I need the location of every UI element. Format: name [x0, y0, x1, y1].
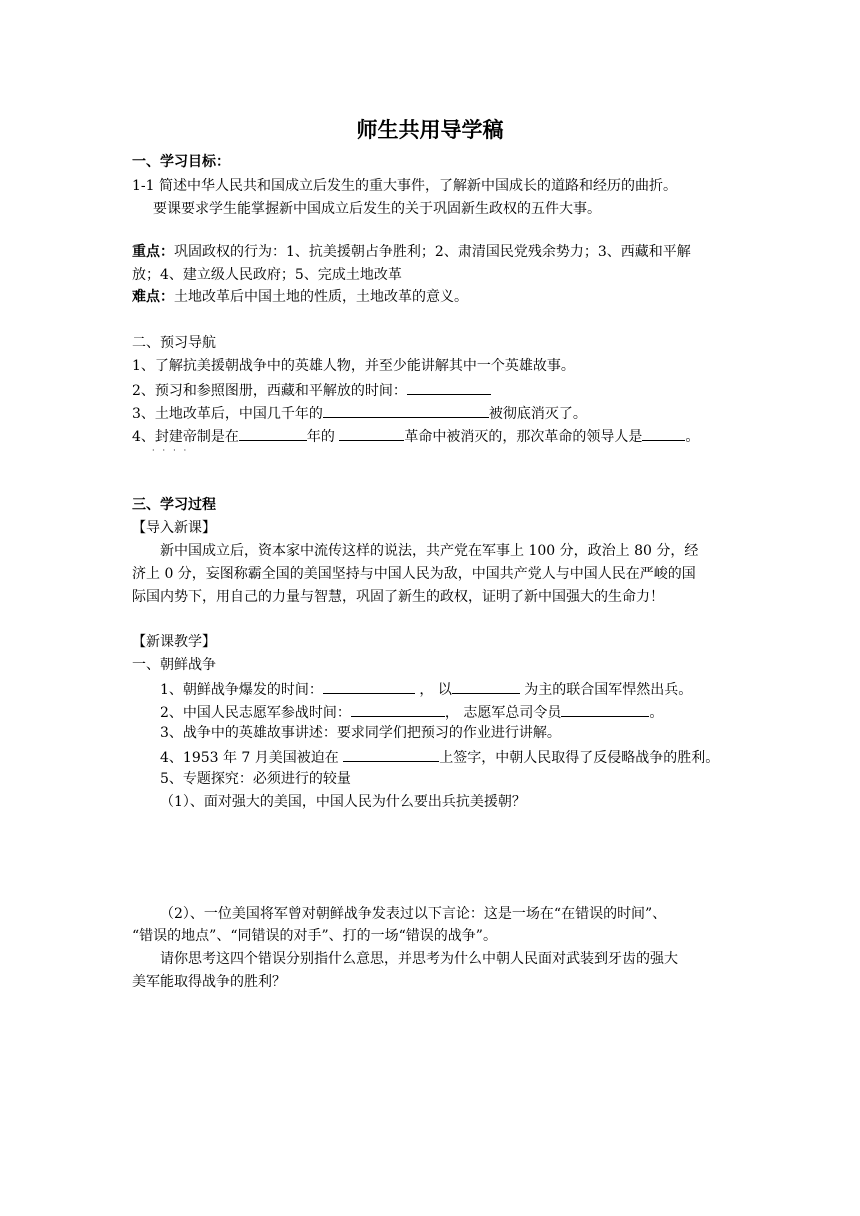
difficulty-line — [132, 287, 468, 307]
answer-blank[interactable] — [561, 701, 649, 717]
key-points-label: 重点： — [132, 244, 174, 260]
answer-blank[interactable] — [239, 425, 307, 441]
intro-heading: 【导入新课】 — [132, 520, 216, 536]
section-korean-war: 一、朝鲜战争 — [132, 657, 216, 673]
key-points-text: 巩固政权的行为：1、抗美援朝占争胜利；2、肃清国民党残余势力；3、西藏和平解 — [174, 244, 691, 260]
answer-blank[interactable] — [452, 678, 520, 694]
objectives-heading: 一、学习目标： — [132, 154, 230, 170]
preview-question-3-text-b: 被彻底消灭了。 — [488, 406, 587, 422]
preview-question-4-text-c: 革命中被消灭的，那次革命的领导人是 — [404, 429, 643, 445]
answer-blank[interactable] — [407, 379, 491, 395]
lesson-item-4 — [160, 746, 719, 768]
key-points-line-1 — [132, 242, 691, 262]
lesson-item-5: 5、专题探究：必须进行的较量 — [160, 771, 351, 787]
answer-blank[interactable] — [339, 425, 404, 441]
inquiry-question-2-line-2: “错误的地点”、“同错误的对手”、打的一场“错误的战争”。 — [132, 928, 497, 944]
answer-blank[interactable] — [351, 701, 445, 717]
preview-heading: 二、预习导航 — [132, 335, 216, 351]
lesson-item-2-text-c: 。 — [649, 705, 664, 721]
inquiry-question-1: （1）、面对强大的美国，中国人民为什么要出兵抗美援朝？ — [160, 794, 526, 810]
process-heading: 三、学习过程 — [132, 497, 216, 513]
inquiry-question-2-line-1: （2）、一位美国将军曾对朝鲜战争发表过以下言论：这是一场在“在错误的时间”、 — [160, 906, 667, 922]
lesson-item-2-text-b: ， 志愿军总司令员 — [444, 705, 562, 721]
preview-question-2-text: 2、预习和参照图册，西藏和平解放的时间： — [132, 383, 407, 399]
preview-question-3 — [132, 402, 587, 424]
objective-item-2: 要课要求学生能掌握新中国成立后发生的关于巩固新生政权的五件大事。 — [153, 201, 601, 217]
preview-question-4 — [132, 425, 699, 447]
preview-question-1: 1、了解抗美援朝战争中的英雄人物，并至少能讲解其中一个英雄故事。 — [132, 358, 575, 374]
lesson-item-1-text-c: 为主的联合国军悍然出兵。 — [519, 682, 693, 698]
lesson-item-1-text-a: 1、朝鲜战争爆发的时间： — [160, 682, 323, 698]
preview-question-3-text-a: 3、土地改革后，中国几千年的 — [132, 406, 323, 422]
answer-blank[interactable] — [343, 746, 439, 762]
lesson-item-4-text-a: 4、1953 年 7 月美国被迫在 — [160, 750, 344, 766]
emphasis-dots: ···· — [152, 446, 195, 455]
answer-blank[interactable] — [323, 678, 415, 694]
preview-question-4-text-d: 。 — [685, 429, 700, 445]
page-title: 师生共用导学稿 — [356, 118, 504, 142]
lesson-item-2-text-a: 2、中国人民志愿军参战时间： — [160, 705, 351, 721]
key-points-line-2: 放；4、建立级人民政府；5、完成土地改革 — [132, 267, 402, 283]
new-lesson-heading: 【新课教学】 — [132, 634, 216, 650]
answer-blank[interactable] — [642, 425, 685, 441]
lesson-item-2 — [160, 701, 663, 723]
difficulty-label: 难点： — [132, 289, 174, 305]
lesson-item-3: 3、战争中的英雄故事讲述：要求同学们把预习的作业进行讲解。 — [160, 725, 561, 741]
objective-item-1: 1-1 简述中华人民共和国成立后发生的重大事件，了解新中国成长的道路和经历的曲折。 — [132, 178, 677, 194]
lesson-item-1 — [160, 678, 692, 700]
difficulty-text: 土地改革后中国土地的性质，土地改革的意义。 — [174, 289, 468, 305]
preview-question-4-text-b: 年的 — [306, 429, 340, 445]
preview-question-2 — [132, 379, 491, 401]
lesson-item-1-text-b: ， 以 — [414, 682, 452, 698]
inquiry-question-2-line-4: 美军能取得战争的胜利？ — [132, 974, 286, 990]
inquiry-question-2-line-3: 请你思考这四个错误分别指什么意思，并思考为什么中朝人民面对武装到牙齿的强大 — [160, 951, 678, 967]
intro-paragraph-line-3: 际国内势下，用自己的力量与智慧，巩固了新生的政权，证明了新中国强大的生命力！ — [132, 589, 664, 605]
preview-question-4-text-a: 4、封建帝制是在 — [132, 429, 239, 445]
lesson-item-4-text-b: 上签字，中朝人民取得了反侵略战争的胜利。 — [439, 750, 720, 766]
intro-paragraph-line-2: 济上 0 分，妄图称霸全国的美国坚持与中国人民为敌，中国共产党人与中国人民在严峻的国 — [132, 566, 696, 582]
answer-blank[interactable] — [323, 402, 489, 418]
intro-paragraph-line-1: 新中国成立后，资本家中流传这样的说法，共产党在军事上 100 分，政治上 80 分，经 — [160, 543, 699, 559]
